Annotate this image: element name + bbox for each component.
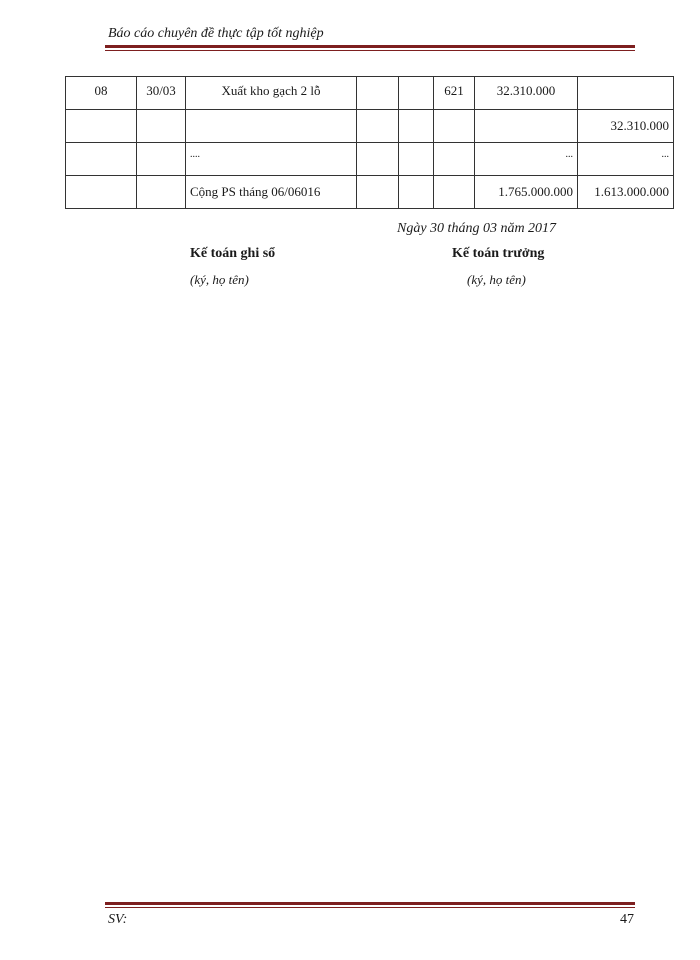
ledger-table	[65, 76, 674, 209]
cell-description: Xuất kho gạch 2 lỗ	[186, 77, 357, 110]
cell-credit: ...	[578, 143, 674, 176]
signature-left-note: (ký, họ tên)	[190, 272, 249, 287]
cell-account	[434, 110, 475, 143]
cell-debit: 1.765.000.000	[475, 176, 578, 209]
cell-credit: 1.613.000.000	[578, 176, 674, 209]
cell-account	[434, 143, 475, 176]
cell-empty	[357, 110, 399, 143]
cell-description: ....	[186, 143, 357, 176]
table-row	[66, 176, 674, 209]
cell-doc-no	[66, 143, 137, 176]
cell-date	[137, 143, 186, 176]
cell-date	[137, 110, 186, 143]
cell-empty	[399, 110, 434, 143]
signature-date: Ngày 30 tháng 03 năm 2017	[397, 221, 557, 236]
cell-empty	[357, 176, 399, 209]
cell-empty	[399, 143, 434, 176]
page-number: 47	[620, 912, 634, 927]
cell-date: 30/03	[137, 77, 186, 110]
cell-description: Cộng PS tháng 06/06016	[186, 176, 357, 209]
cell-credit	[578, 77, 674, 110]
cell-empty	[357, 143, 399, 176]
cell-credit: 32.310.000	[578, 110, 674, 143]
footer-student-label: SV:	[108, 912, 128, 927]
cell-doc-no	[66, 110, 137, 143]
cell-doc-no: 08	[66, 77, 137, 110]
cell-empty	[399, 77, 434, 110]
cell-account	[434, 176, 475, 209]
cell-doc-no	[66, 176, 137, 209]
footer-divider	[105, 902, 635, 908]
cell-empty	[357, 77, 399, 110]
cell-debit: ...	[475, 143, 578, 176]
cell-description	[186, 110, 357, 143]
cell-date	[137, 176, 186, 209]
signature-right-title: Kế toán trưởng	[452, 246, 545, 261]
page-header-title: Báo cáo chuyên đề thực tập tốt nghiệp	[108, 26, 324, 41]
cell-account: 621	[434, 77, 475, 110]
table-row	[66, 110, 674, 143]
cell-empty	[399, 176, 434, 209]
cell-debit	[475, 110, 578, 143]
header-divider	[105, 45, 635, 51]
signature-left-title: Kế toán ghi sổ	[190, 246, 276, 261]
table-row	[66, 77, 674, 110]
table-row	[66, 143, 674, 176]
signature-right-note: (ký, họ tên)	[467, 272, 526, 287]
cell-debit: 32.310.000	[475, 77, 578, 110]
